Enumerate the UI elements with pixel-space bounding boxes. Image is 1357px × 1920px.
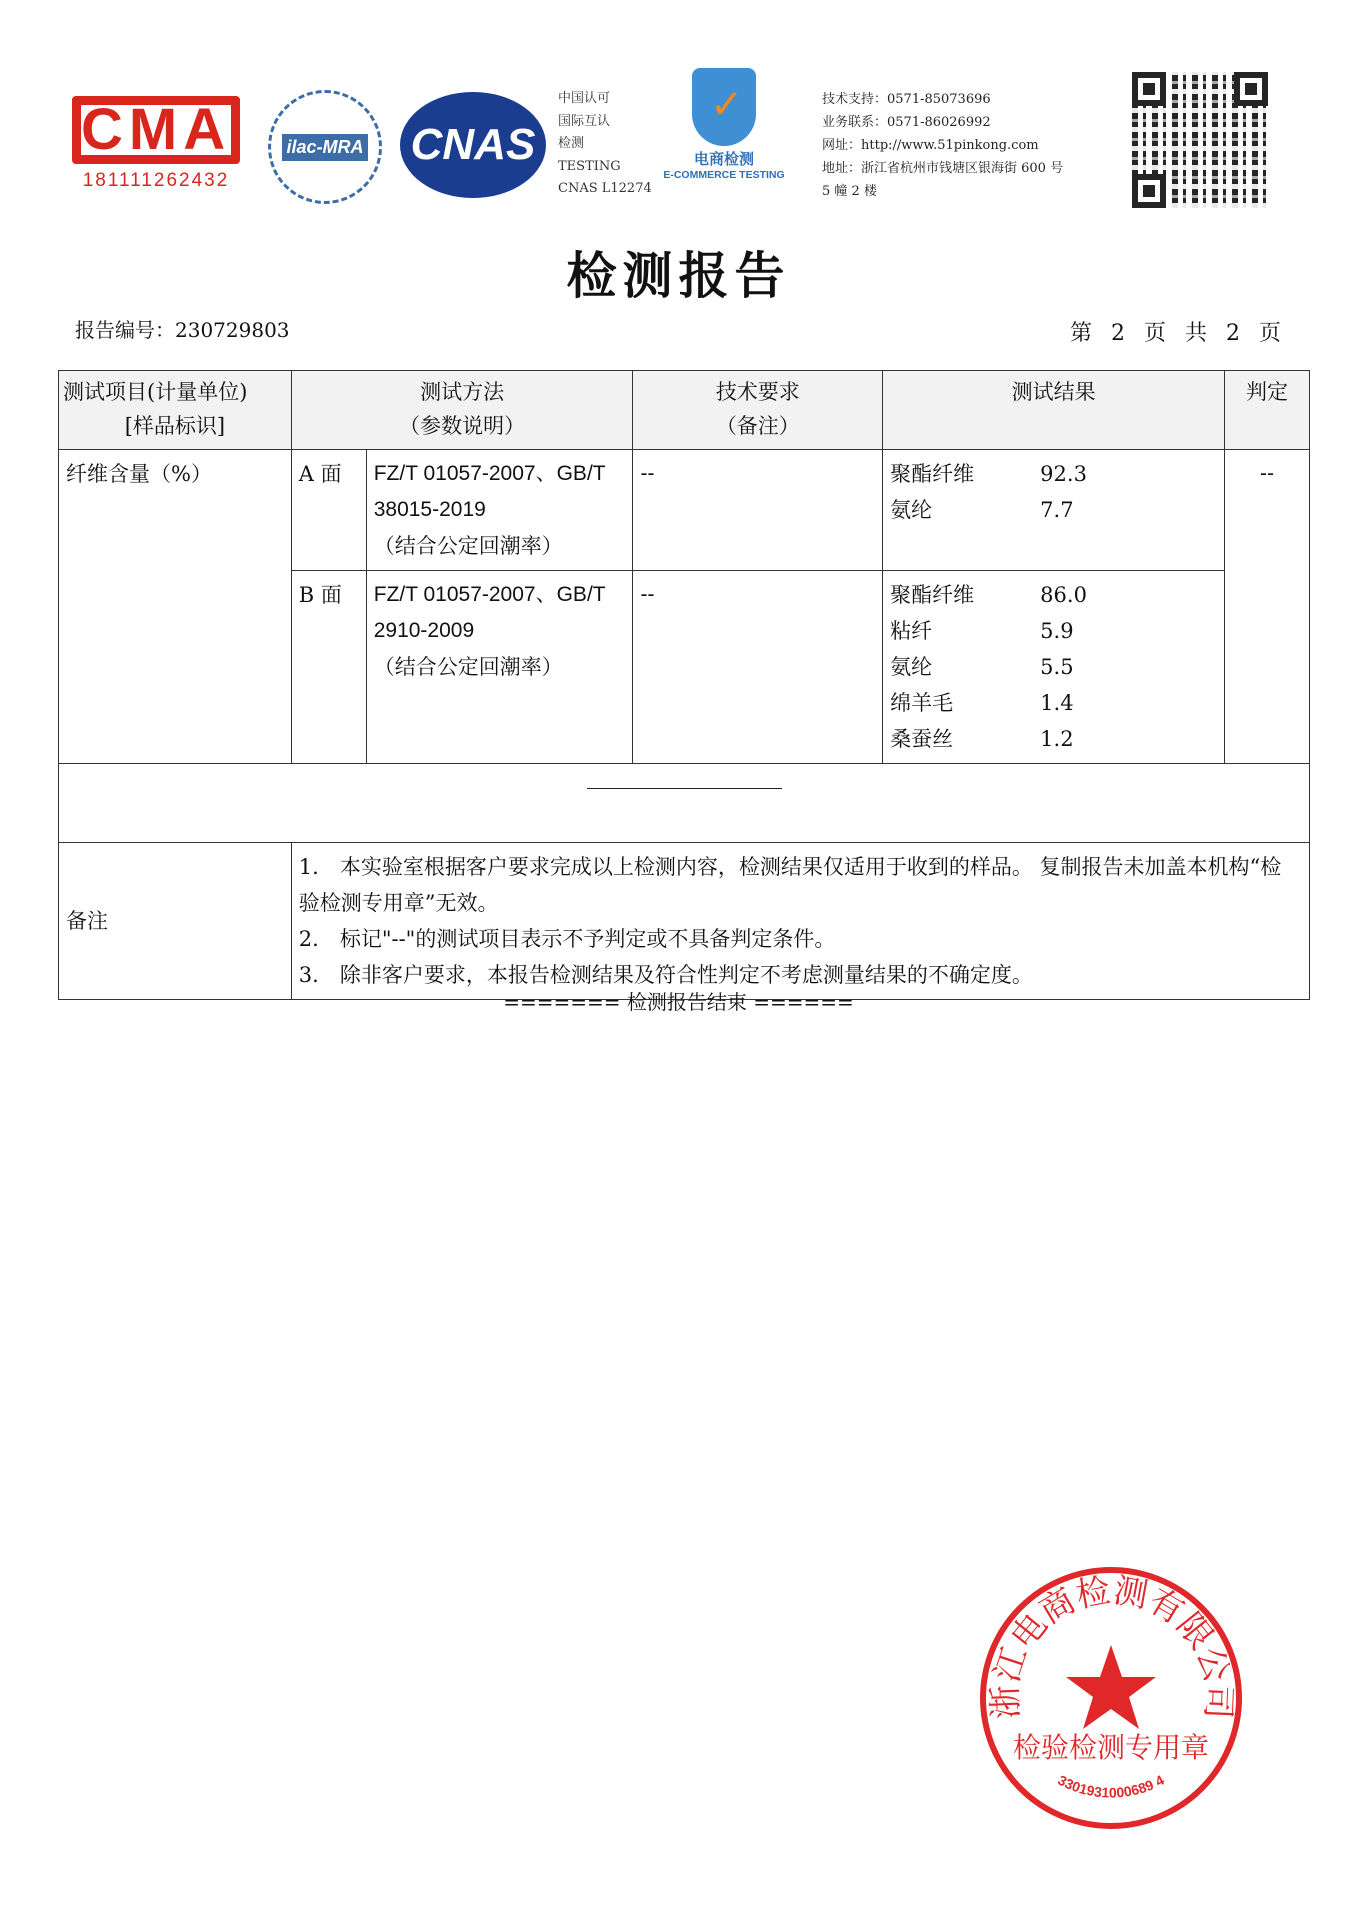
remarks-label: 备注 [59,843,292,1000]
cnas-line: 国际互认 [558,113,611,129]
contact-line: 业务联系：0571-86026992 [822,115,991,130]
cnas-line: 检测 [558,136,585,151]
fiber-value: 5.5 [1040,655,1074,679]
shield-check-icon: ✓ [692,68,756,146]
fiber-value: 1.2 [1040,727,1074,751]
test-item: 纤维含量（%） [59,450,292,764]
ilac-text: ilac-MRA [282,134,367,161]
contact-line: 技术支持：0571-85073696 [822,92,991,107]
fiber-name: 粘纤 [890,619,933,643]
remark-item: 1. 本实验室根据客户要求完成以上检测内容，检测结果仅适用于收到的样品。 复制报告未加盖本机构“检验检测专用章”无效。 [298,855,1282,915]
test-result [883,450,1225,571]
divider-line [587,788,782,789]
contact-line: 5 幢 2 楼 [822,184,877,199]
report-end-marker: ======= 检测报告结束 ====== [503,990,854,1014]
cnas-logo: CNAS [400,92,546,198]
header-text: 测试项目(计量单位) [63,380,248,404]
remark-item: 3. 除非客户要求，本报告检测结果及符合性判定不考虑测量结果的不确定度。 [298,963,1033,987]
fiber-name: 氨纶 [890,498,933,522]
qr-code [1132,72,1268,208]
cma-number: 181111262432 [82,170,230,191]
table-header [59,371,1310,450]
remarks-row [59,843,1310,1000]
header-result: 测试结果 [883,371,1225,450]
ilac-mra-logo [268,90,382,204]
cnas-line: TESTING [558,158,621,174]
cnas-text [558,88,652,201]
cnas-line: CNAS L12274 [558,181,652,196]
page-title: 检测报告 [566,246,791,305]
official-seal-stamp [976,1563,1246,1833]
fiber-name: 氨纶 [890,655,933,679]
header-text: 技术要求 [715,380,800,404]
contact-line: 地址：浙江省杭州市钱塘区银海街 600 号 [822,161,1064,176]
report-number: 报告编号：230729803 [75,318,290,342]
seal-number: 3301931000689 4 [1055,1771,1167,1801]
ecommerce-testing-logo [656,68,792,198]
fiber-value: 7.7 [1040,498,1074,522]
contact-info [822,88,1063,203]
header-text: （备注） [715,414,800,438]
requirement: -- [633,571,883,764]
requirement: -- [633,450,883,571]
header-judge: 判定 [1225,371,1310,450]
table-row [59,450,1310,571]
page-info: 第 2 页 共 2 页 [1070,321,1287,346]
cnas-line: 中国认可 [558,91,611,106]
fiber-value: 86.0 [1040,583,1087,607]
ec-logo-en: E-COMMERCE TESTING [663,169,785,181]
fiber-value: 5.9 [1040,619,1074,643]
cma-logo: CMA 181111262432 [68,92,244,198]
header-text: [样品标识] [124,414,226,438]
header-text: （参数说明） [399,414,526,438]
header-text: 测试方法 [420,380,505,404]
contact-line[interactable]: 网址：http://www.51pinkong.com [822,138,1039,153]
test-method [366,450,633,571]
fiber-name: 聚酯纤维 [890,583,975,607]
remarks [291,843,1309,1000]
blank-row [59,764,1310,843]
star-icon [1066,1645,1156,1729]
header-method [291,371,633,450]
sample-side: A 面 [291,450,366,571]
fiber-name: 绵羊毛 [890,691,954,715]
seal-company: 浙江电商检测有限公司 [985,1570,1239,1720]
method-note: （结合公定回潮率） [373,534,563,558]
sample-side: B 面 [291,571,366,764]
test-method [366,571,633,764]
results-table [58,370,1310,1000]
fiber-value: 1.4 [1040,691,1074,715]
method-text: FZ/T 01057-2007、GB/T 2910-2009 [373,583,606,642]
seal-purpose: 检验检测专用章 [1012,1731,1210,1764]
header-item [59,371,292,450]
header-req [633,371,883,450]
ec-logo-cn: 电商检测 [693,151,754,168]
fiber-name: 聚酯纤维 [890,462,975,486]
test-result [883,571,1225,764]
method-text: FZ/T 01057-2007、GB/T 38015-2019 [373,462,606,521]
fiber-value: 92.3 [1040,462,1087,486]
judgement: -- [1225,450,1310,764]
fiber-name: 桑蚕丝 [890,727,954,751]
remark-item: 2. 标记"--"的测试项目表示不予判定或不具备判定条件。 [298,927,836,951]
method-note: （结合公定回潮率） [373,655,563,679]
